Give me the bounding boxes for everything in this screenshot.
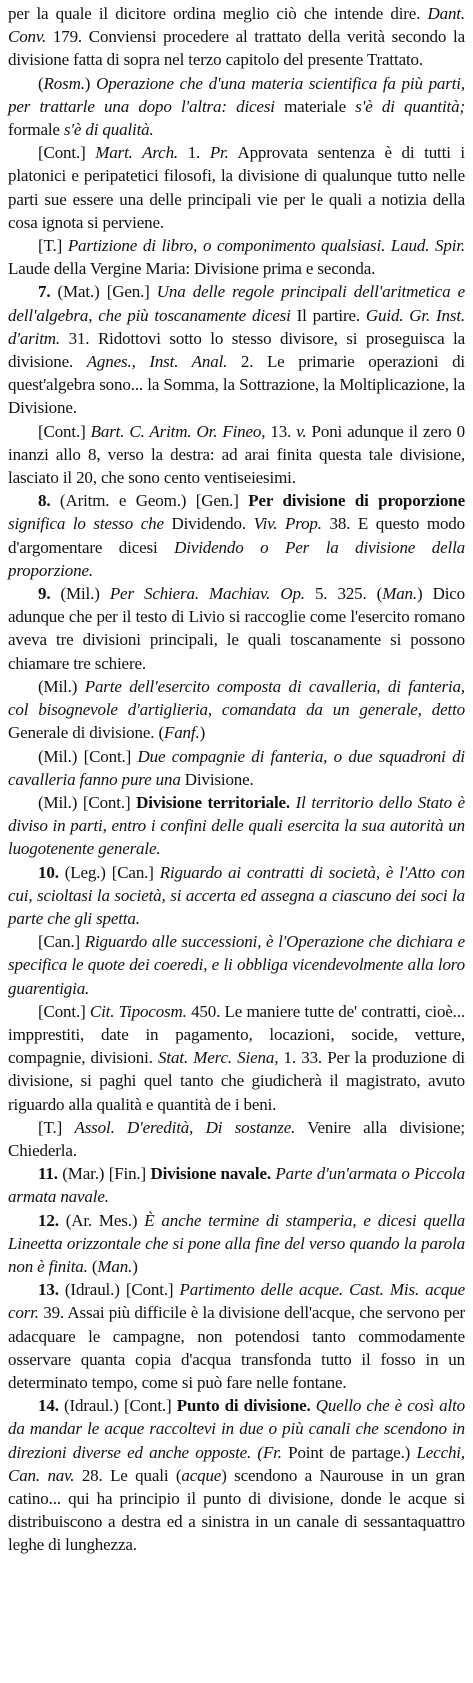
italic-text: Quello che è così alto da mandar le acque raccoltevi in due o più canali che scendono in direzioni diverse ed anche opposte. (Fr.: [8, 1396, 465, 1462]
sense-number: 13.: [38, 1280, 59, 1300]
text-run: (Mil.) [Cont.]: [38, 792, 137, 812]
dictionary-paragraph: [8, 280, 465, 419]
italic-text: Man.: [382, 584, 417, 604]
italic-text: Per Schiera. Machiav. Op.: [109, 584, 305, 604]
subentry-heading: Punto di divisione.: [176, 1396, 311, 1416]
subentry-heading: Divisione territoriale.: [136, 792, 291, 812]
sense-number: 8.: [38, 491, 51, 511]
italic-text: acque: [181, 1465, 222, 1485]
dictionary-paragraph: [8, 930, 465, 1000]
dictionary-paragraph: [8, 1162, 465, 1208]
text-run: (: [38, 73, 44, 93]
italic-text: significa lo stesso che: [8, 514, 164, 534]
italic-text: Riguardo ai contratti di società, è l'Atto con cui, scioltasi la società, si accerta ed assegna a ciascuno dei soci la parte che gli spetta.: [8, 862, 465, 928]
dictionary-paragraph: [8, 745, 465, 791]
dictionary-paragraph: [8, 1278, 465, 1394]
text-run: [Cont.]: [38, 143, 96, 163]
text-run: 5. 325. (: [304, 584, 383, 604]
italic-text: s'è di qualità.: [63, 120, 154, 140]
italic-text: Agnes., Inst. Anal.: [86, 352, 228, 372]
text-run: [T.]: [38, 236, 68, 256]
italic-text: s'è di quantità;: [355, 96, 465, 116]
dictionary-paragraph: [8, 234, 465, 280]
text-run: Divisione.: [180, 769, 254, 789]
italic-text: Pr.: [209, 143, 229, 163]
italic-text: Operazione che d'una materia scientifica fa più parti, per trattarle una dopo l'altra: dicesi: [8, 73, 465, 116]
text-run: 1. 33. Per la produzione di divisione, si paghi quel tanto che giudicherà il magistrato, avuto riguardo alla qualità e quantità de i beni.: [8, 1048, 465, 1114]
text-run: (Idraul.) [Cont.]: [58, 1280, 180, 1300]
text-run: [Cont.]: [38, 1001, 90, 1021]
italic-text: Cit. Tipocosm.: [89, 1001, 187, 1021]
text-run: 38. E questo modo d'argomentare dicesi: [8, 514, 466, 557]
text-run: materiale: [274, 96, 356, 116]
sense-number: 7.: [38, 282, 51, 302]
text-run: ): [132, 1256, 138, 1276]
dictionary-paragraph: [8, 489, 465, 582]
text-run: (Leg.) [Can.]: [58, 862, 160, 882]
text-run: 450. Le maniere tutte de' contratti, cioè... impprestiti, date in pagamento, locazioni, socide, vetture, compagnie, divisioni.: [8, 1001, 465, 1068]
text-run: formale: [8, 120, 64, 140]
italic-text: Riguardo alle successioni, è l'Operazione che dichiara e specifica le quote dei coeredi, e li obbliga vicendevolmente alla loro guarentigia.: [8, 932, 465, 998]
dictionary-paragraph: [8, 1000, 465, 1116]
dictionary-paragraph: [8, 1209, 465, 1279]
italic-text: Man.: [97, 1256, 133, 1276]
italic-text: Laud. Spir.: [390, 236, 466, 256]
text-run: (Mat.) [Gen.]: [50, 282, 157, 302]
text-run: [Can.]: [38, 932, 85, 952]
text-run: 28. Le quali (: [74, 1465, 182, 1485]
italic-text: Dant. Conv.: [8, 4, 465, 47]
text-run: [Cont.]: [38, 421, 91, 441]
text-run: 179. Conviensi procedere al trattato della verità secondo la divisione fatta di sopra nel terzo capitolo del presente Trattato.: [8, 27, 465, 70]
dictionary-paragraph: [8, 1116, 465, 1162]
text-run: ): [84, 73, 97, 93]
text-run: Venire alla divisione; Chiederla.: [8, 1117, 466, 1160]
text-run: ) Dico adunque che per il testo di Livio si raccoglie come l'esercito romano aveva tre divisioni principali, le quali toscanamente si possono chiamare tre schiere.: [8, 584, 466, 673]
sense-number: 11.: [38, 1164, 58, 1184]
text-run: 2. Le primarie operazioni di quest'algebra sono... la Somma, la Sottrazione, la Moltiplicazione, la Divisione.: [8, 352, 465, 418]
dictionary-paragraph: [8, 675, 465, 745]
italic-text: Parte dell'esercito composta di cavalleria, di fanteria, col bisognevole d'artiglieria, comandata da un generale, detto: [8, 676, 465, 720]
text-run: (: [87, 1256, 98, 1276]
italic-text: Viv. Prop.: [253, 514, 322, 534]
dictionary-paragraph: [8, 72, 465, 142]
text-run: (Mil.) [Cont.]: [38, 746, 138, 766]
dictionary-paragraph: [8, 420, 465, 490]
italic-text: Partimento delle acque. Cast. Mis. acque corr.: [8, 1280, 465, 1323]
text-run: Laude della Vergine Maria: Divisione prima e seconda.: [8, 259, 376, 279]
dictionary-paragraph: [8, 861, 465, 931]
text-run: ): [199, 723, 206, 743]
dictionary-paragraph: [8, 141, 465, 234]
text-run: Generale di divisione. (: [8, 723, 164, 743]
text-run: 13.: [265, 421, 297, 441]
italic-text: Assol. D'eredità, Di sostanze.: [74, 1117, 296, 1137]
text-run: 1.: [178, 143, 210, 163]
text-run: per la quale il dicitore ordina meglio ciò che intende dire.: [8, 4, 428, 23]
text-run: 31. Ridottovi sotto lo stesso divisore, si proseguisca la divisione.: [8, 328, 465, 372]
text-run: (Mar.) [Fin.]: [57, 1164, 151, 1184]
sense-number: 14.: [38, 1396, 59, 1416]
subentry-heading: Per divisione di proporzione: [248, 491, 465, 511]
text-run: (Mil.): [50, 584, 110, 604]
italic-text: Stat. Merc. Siena,: [158, 1048, 279, 1068]
dictionary-paragraph: [8, 791, 465, 861]
text-run: Il partire.: [290, 305, 366, 325]
text-run: (Ar. Mes.): [58, 1210, 145, 1230]
italic-text: Partizione di libro, o componimento qualsiasi.: [67, 236, 386, 256]
dictionary-paragraph: [8, 2, 465, 72]
dictionary-paragraph: [8, 582, 465, 675]
text-run: (Aritm. e Geom.) [Gen.]: [50, 491, 249, 511]
text-run: ) scendono a Naurouse in un gran catino... qui ha principio il punto di divisione, donde le acque si distribuiscono a destra ed a sinistra in un canale di sessantaquattro leghe di lunghezza.: [8, 1465, 465, 1555]
italic-text: Bart. C. Aritm. Or. Fineo,: [90, 421, 266, 441]
text-run: Dividendo.: [163, 514, 254, 534]
text-run: 39. Assai più difficile è la divisione dell'acque, che servono per adacquare le campagne, non potendosi tanto commodamente osservare quanta copia d'acqua transfonda tutto il fosso in un determinato tempo, come si può fare nelle fontane.: [8, 1303, 465, 1392]
sense-number: 10.: [38, 862, 59, 882]
italic-text: Mart. Arch.: [95, 143, 179, 163]
italic-text: Guid. Gr. Inst. d'aritm.: [8, 305, 465, 348]
italic-text: Parte d'un'armata o Piccola armata navale.: [8, 1164, 465, 1207]
text-run: Approvata sentenza è di tutti i platonici e peripatetici filosofi, la divisione di qualunque tutto nelle parti sue essere una delle principali vie per le quali a notizia della cosa ignota si perviene.: [8, 143, 466, 232]
italic-text: Dividendo o Per la divisione della proporzione.: [8, 537, 465, 580]
subentry-heading: Divisione navale.: [150, 1164, 271, 1184]
italic-text: Lecchi, Can. nav.: [8, 1442, 465, 1485]
text-run: Poni adunque il zero 0 inanzi allo 8, verso la destra: ad arai finita questa tale divisione, lasciato il 20, che sono cento ventiseiesimi.: [8, 421, 465, 488]
italic-text: È anche termine di stamperia, e dicesi quella Lineetta orizzontale che si pone alla fine del verso quando la parola non è finita.: [8, 1210, 465, 1276]
text-run: (Idraul.) [Cont.]: [58, 1396, 177, 1416]
italic-text: Una delle regole principali dell'aritmetica e dell'algebra, che più toscanamente dicesi: [8, 282, 465, 325]
italic-text: Due compagnie di fanteria, o due squadroni di cavalleria fanno pure una: [8, 746, 465, 789]
sense-number: 12.: [38, 1210, 59, 1230]
sense-number: 9.: [38, 584, 51, 604]
text-run: Point de partage.): [281, 1442, 417, 1462]
italic-text: v.: [296, 421, 307, 441]
italic-text: Fanf.: [163, 723, 200, 743]
text-run: (Mil.): [38, 676, 85, 696]
dictionary-paragraph: [8, 1394, 465, 1556]
text-run: [T.]: [38, 1117, 75, 1137]
italic-text: Il territorio dello Stato è diviso in parti, entro i confini delle quali esercita la sua autorità un luogotenente generale.: [8, 792, 465, 859]
italic-text: Rosm.: [43, 73, 85, 93]
